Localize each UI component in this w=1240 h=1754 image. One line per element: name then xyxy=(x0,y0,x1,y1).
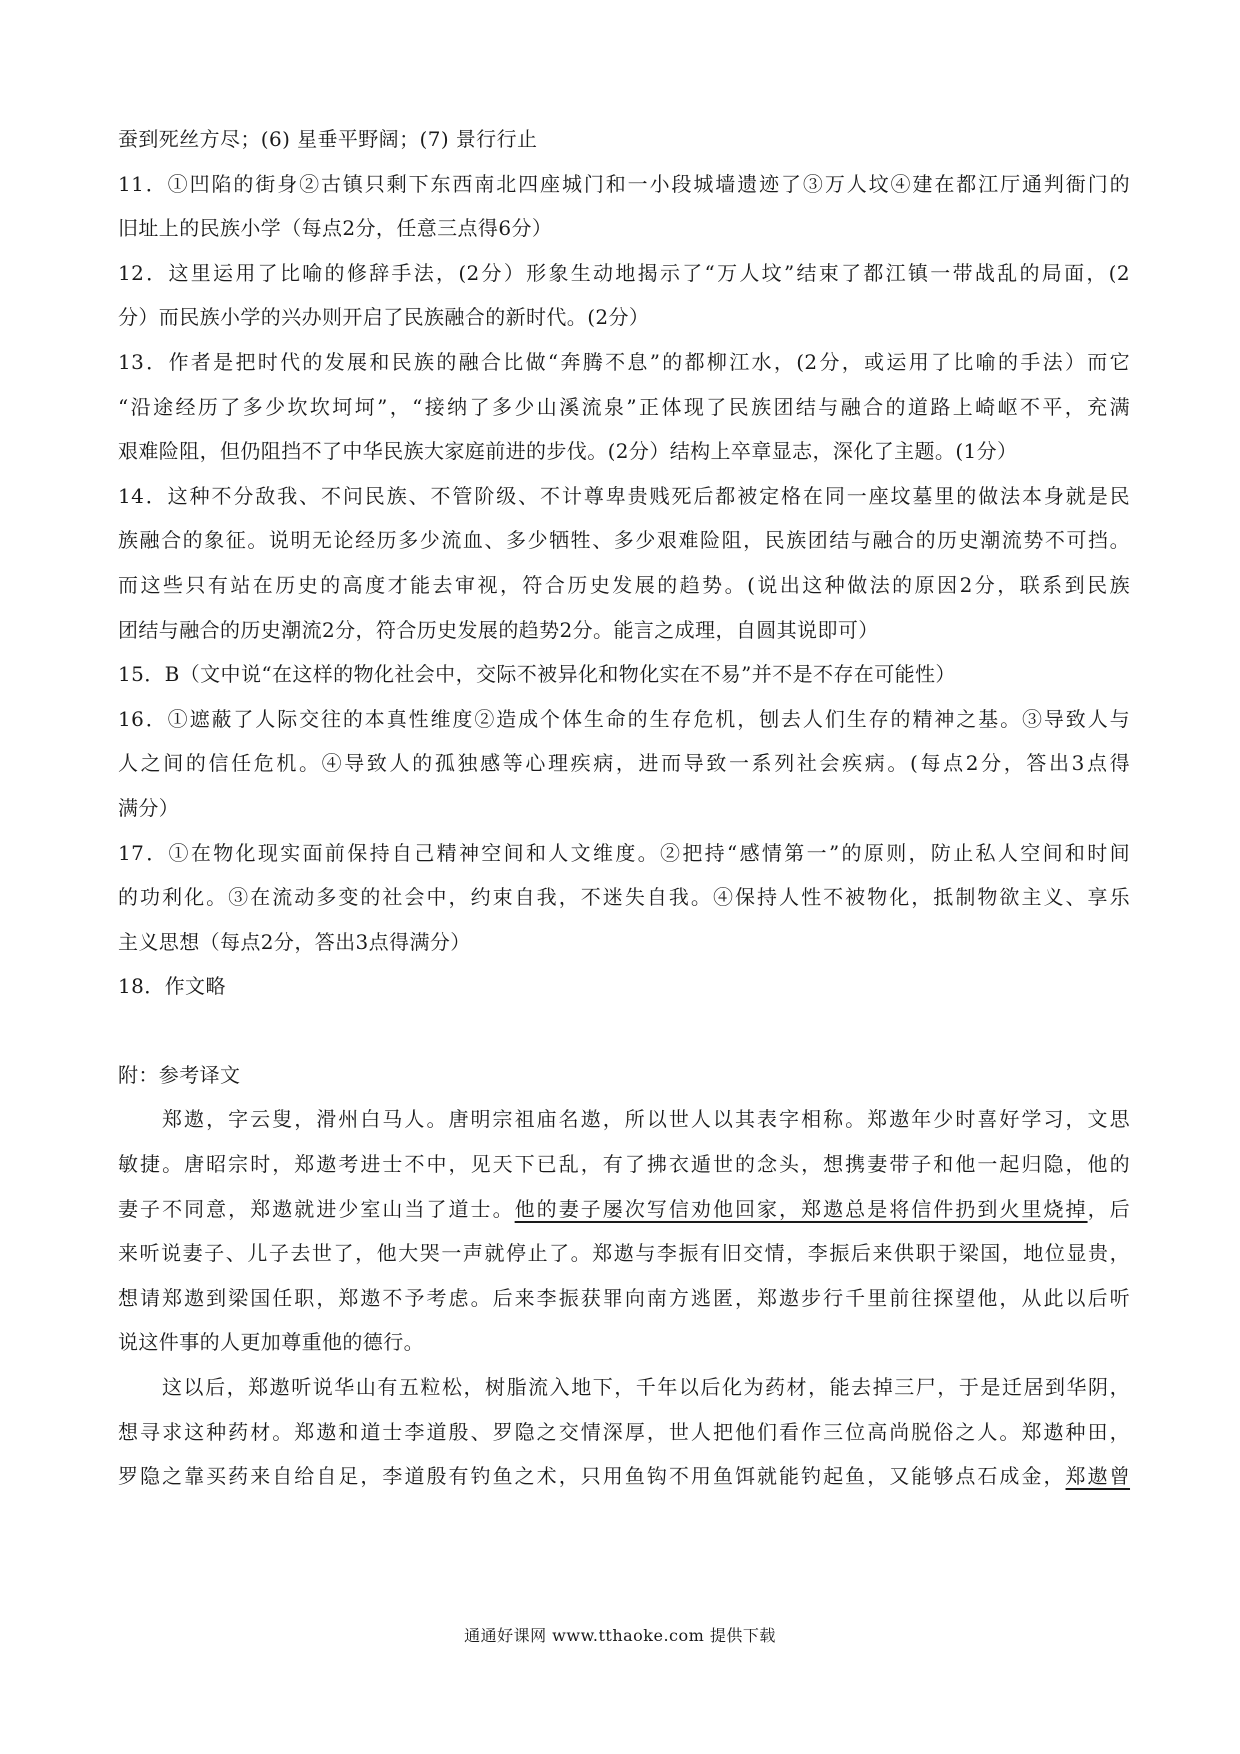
answer-11-line-2: 旧址上的民族小学（每点2分，任意三点得6分） xyxy=(118,216,553,241)
translation-p1-line-4: 来听说妻子、儿子去世了，他大哭一声就停止了。郑遨与李振有旧交情，李振后来供职于梁国，地位显贵， xyxy=(118,1241,1130,1266)
answer-13-line-3: 艰难险阻，但仍阻挡不了中华民族大家庭前进的步伐。(2分）结构上卒章显志，深化了主题。(1分） xyxy=(118,439,1018,464)
answer-17-line-3: 主义思想（每点2分，答出3点得满分） xyxy=(118,929,471,954)
translation-p2-line-2: 想寻求这种药材。郑遨和道士李道殷、罗隐之交情深厚，世人把他们看作三位高尚脱俗之人。郑遨种田， xyxy=(118,1419,1130,1444)
page-footer: 通通好课网 www.tthaoke.com 提供下载 xyxy=(464,1626,776,1645)
translation-text: 罗隐之靠买药来自给自足，李道殷有钓鱼之术，只用鱼钩不用鱼饵就能钓起鱼，又能够点石成金， xyxy=(118,1464,1066,1489)
answer-16-line-1: 16．①遮蔽了人际交往的本真性维度②造成个体生命的生存危机，刨去人们生存的精神之基。③导致人与 xyxy=(118,706,1130,731)
translation-heading: 附：参考译文 xyxy=(118,1062,241,1087)
answer-13-line-1: 13．作者是把时代的发展和民族的融合比做“奔腾不息”的都柳江水，(2分，或运用了比喻的手法）而它 xyxy=(118,349,1130,374)
answer-line: 蚕到死丝方尽；(6) 星垂平野阔；(7) 景行行止 xyxy=(118,127,538,151)
underlined-sentence: 郑遨曾 xyxy=(1065,1464,1131,1489)
translation-p1-line-1: 郑遨，字云叟，滑州白马人。唐明宗祖庙名遨，所以世人以其表字相称。郑遨年少时喜好学习，文思 xyxy=(162,1107,1130,1132)
answer-12-line-2: 分）而民族小学的兴办则开启了民族融合的新时代。(2分） xyxy=(118,305,650,330)
translation-p2-line-3 xyxy=(118,1461,1130,1491)
answer-16-line-2: 人之间的信任危机。④导致人的孤独感等心理疾病，进而导致一系列社会疾病。(每点2分，答出3点得 xyxy=(118,751,1130,776)
answer-12-line-1: 12．这里运用了比喻的修辞手法，(2分）形象生动地揭示了“万人坟”结束了都江镇一带战乱的局面，(2 xyxy=(118,260,1130,285)
translation-text: 妻子不同意，郑遨就进少室山当了道士。 xyxy=(118,1196,515,1221)
translation-text: ，后 xyxy=(1087,1196,1130,1221)
translation-p1-line-5: 想请郑遨到梁国任职，郑遨不予考虑。后来李振获罪向南方逃匿，郑遨步行千里前往探望他，从此以后听 xyxy=(118,1285,1130,1310)
translation-p1-line-3 xyxy=(118,1194,1130,1224)
answer-18-line-1: 18．作文略 xyxy=(118,974,226,999)
answer-16-line-3: 满分） xyxy=(118,795,180,820)
answer-14-line-1: 14．这种不分敌我、不问民族、不管阶级、不计尊卑贵贱死后都被定格在同一座坟墓里的做法本身就是民 xyxy=(118,483,1130,508)
answer-17-line-1: 17．①在物化现实面前保持自己精神空间和人文维度。②把持“感情第一”的原则，防止私人空间和时间 xyxy=(118,840,1130,865)
translation-p1-line-6: 说这件事的人更加尊重他的德行。 xyxy=(118,1330,424,1355)
document-body xyxy=(118,124,1130,1506)
underlined-sentence: 他的妻子屡次写信劝他回家，郑遨总是将信件扔到火里烧掉 xyxy=(514,1196,1088,1221)
answer-14-line-4: 团结与融合的历史潮流2分，符合历史发展的趋势2分。能言之成理，自圆其说即可） xyxy=(118,617,879,642)
answer-11-line-1: 11．①凹陷的街身②古镇只剩下东西南北四座城门和一小段城墙遗迹了③万人坟④建在都江厅通判衙门的 xyxy=(118,171,1130,196)
translation-p2-line-1: 这以后，郑遨听说华山有五粒松，树脂流入地下，千年以后化为药材，能去掉三尸，于是迁居到华阴， xyxy=(162,1375,1130,1400)
answer-15-line-1: 15．B（文中说“在这样的物化社会中，交际不被异化和物化实在不易”并不是不存在可能性） xyxy=(118,662,956,687)
section-gap xyxy=(118,1016,1130,1060)
answer-14-line-3: 而这些只有站在历史的高度才能去审视，符合历史发展的趋势。(说出这种做法的原因2分，联系到民族 xyxy=(118,572,1130,597)
translation-p1-line-2: 敏捷。唐昭宗时，郑遨考进士不中，见天下已乱，有了拂衣遁世的念头，想携妻带子和他一起归隐，他的 xyxy=(118,1152,1130,1177)
answer-13-line-2: “沿途经历了多少坎坎坷坷”，“接纳了多少山溪流泉”正体现了民族团结与融合的道路上崎岖不平，充满 xyxy=(118,394,1130,419)
answer-14-line-2: 族融合的象征。说明无论经历多少流血、多少牺牲、多少艰难险阻，民族团结与融合的历史潮流势不可挡。 xyxy=(118,528,1130,553)
answer-17-line-2: 的功利化。③在流动多变的社会中，约束自我，不迷失自我。④保持人性不被物化，抵制物欲主义、享乐 xyxy=(118,885,1130,910)
